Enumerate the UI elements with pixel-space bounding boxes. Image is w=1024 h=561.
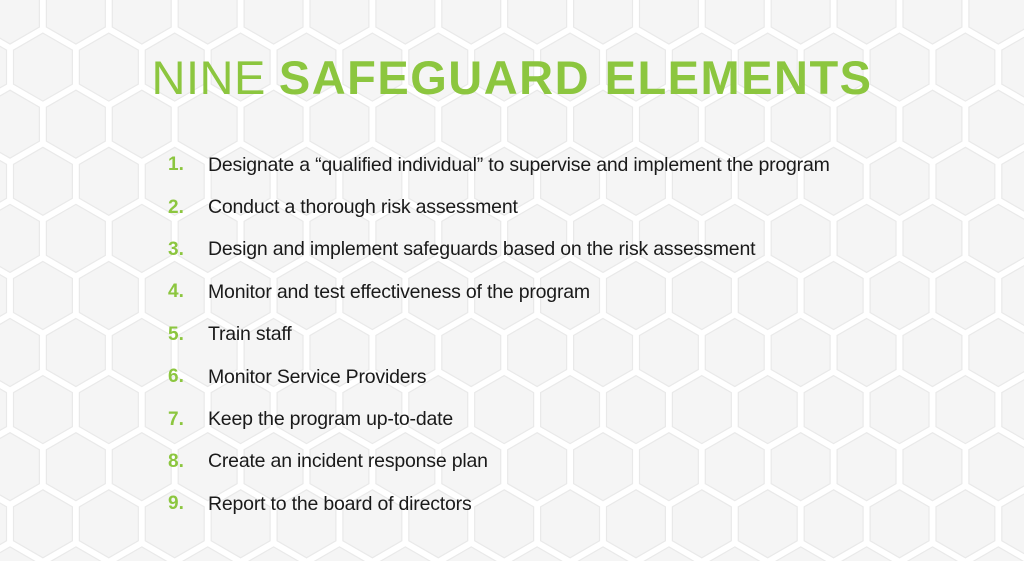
- item-text: Monitor and test effectiveness of the program: [208, 280, 590, 303]
- hexagon-shape: [79, 490, 138, 558]
- item-number: 2.: [168, 196, 184, 218]
- hexagon-shape: [46, 0, 105, 44]
- hexagon-shape: [0, 433, 39, 501]
- list-item: [168, 186, 830, 228]
- hexagon-shape: [79, 376, 138, 444]
- page-title: [0, 50, 1024, 106]
- hexagon-shape: [310, 0, 369, 44]
- hexagon-shape: [14, 147, 73, 215]
- hexagon-shape: [870, 490, 929, 558]
- list-item: [168, 398, 830, 440]
- hexagon-shape: [640, 0, 699, 44]
- hexagon-shape: [870, 147, 929, 215]
- hexagon-shape: [0, 262, 7, 330]
- hexagon-shape: [0, 490, 7, 558]
- hexagon-shape: [0, 319, 39, 387]
- hexagon-shape: [837, 0, 896, 44]
- hexagon-shape: [903, 433, 962, 501]
- item-number: 3.: [168, 238, 184, 260]
- hexagon-shape: [969, 319, 1024, 387]
- hexagon-shape: [969, 433, 1024, 501]
- list-item: [168, 483, 830, 525]
- list-item: [168, 441, 830, 483]
- item-text: Keep the program up-to-date: [208, 408, 454, 431]
- hexagon-shape: [112, 204, 171, 272]
- hexagon-shape: [0, 204, 39, 272]
- hexagon-shape: [178, 0, 237, 44]
- hexagon-shape: [870, 262, 929, 330]
- item-text: Conduct a thorough risk assessment: [208, 196, 518, 219]
- hexagon-shape: [244, 0, 303, 44]
- hexagon-shape: [112, 433, 171, 501]
- hexagon-shape: [837, 319, 896, 387]
- item-text: Monitor Service Providers: [208, 365, 427, 388]
- title-light-word: NINE: [151, 51, 266, 104]
- hexagon-shape: [46, 433, 105, 501]
- hexagon-shape: [442, 0, 501, 44]
- hexagon-shape: [870, 376, 929, 444]
- hexagon-shape: [112, 0, 171, 44]
- hexagon-shape: [508, 0, 567, 44]
- item-number: 8.: [168, 450, 184, 472]
- hexagon-shape: [112, 319, 171, 387]
- hexagon-shape: [1002, 490, 1024, 558]
- hexagon-shape: [46, 204, 105, 272]
- hexagon-shape: [936, 490, 995, 558]
- hexagon-shape: [0, 376, 7, 444]
- hexagon-shape: [574, 0, 633, 44]
- item-number: 5.: [168, 323, 184, 345]
- hexagon-shape: [79, 262, 138, 330]
- hexagon-shape: [969, 0, 1024, 44]
- hexagon-shape: [46, 319, 105, 387]
- list-item: [168, 271, 830, 313]
- hexagon-shape: [936, 147, 995, 215]
- safeguard-elements-list: [168, 144, 830, 526]
- hexagon-shape: [936, 376, 995, 444]
- item-number: 7.: [168, 408, 184, 430]
- item-number: 1.: [168, 154, 184, 176]
- hexagon-shape: [1002, 262, 1024, 330]
- item-number: 6.: [168, 366, 184, 388]
- hexagon-shape: [903, 319, 962, 387]
- item-number: 9.: [168, 493, 184, 515]
- hexagon-shape: [1002, 376, 1024, 444]
- hexagon-shape: [79, 147, 138, 215]
- hexagon-shape: [837, 204, 896, 272]
- item-text: Create an incident response plan: [208, 450, 488, 473]
- hexagon-shape: [376, 0, 435, 44]
- hexagon-shape: [771, 0, 830, 44]
- hexagon-shape: [903, 204, 962, 272]
- hexagon-shape: [936, 262, 995, 330]
- hexagon-shape: [903, 0, 962, 44]
- hexagon-shape: [0, 147, 7, 215]
- hexagon-shape: [0, 0, 39, 44]
- hexagon-shape: [14, 376, 73, 444]
- hexagon-shape: [969, 204, 1024, 272]
- hexagon-shape: [837, 433, 896, 501]
- item-text: Designate a “qualified individual” to supervise and implement the program: [208, 153, 830, 176]
- list-item: [168, 229, 830, 271]
- item-text: Report to the board of directors: [208, 492, 472, 515]
- title-bold-words: SAFEGUARD ELEMENTS: [278, 51, 873, 104]
- hexagon-shape: [14, 262, 73, 330]
- list-item: [168, 356, 830, 398]
- list-item: [168, 144, 830, 186]
- item-text: Train staff: [208, 323, 292, 346]
- hexagon-shape: [705, 0, 764, 44]
- list-item: [168, 314, 830, 356]
- hexagon-shape: [14, 490, 73, 558]
- hexagon-shape: [1002, 147, 1024, 215]
- item-text: Design and implement safeguards based on the risk assessment: [208, 238, 756, 261]
- item-number: 4.: [168, 281, 184, 303]
